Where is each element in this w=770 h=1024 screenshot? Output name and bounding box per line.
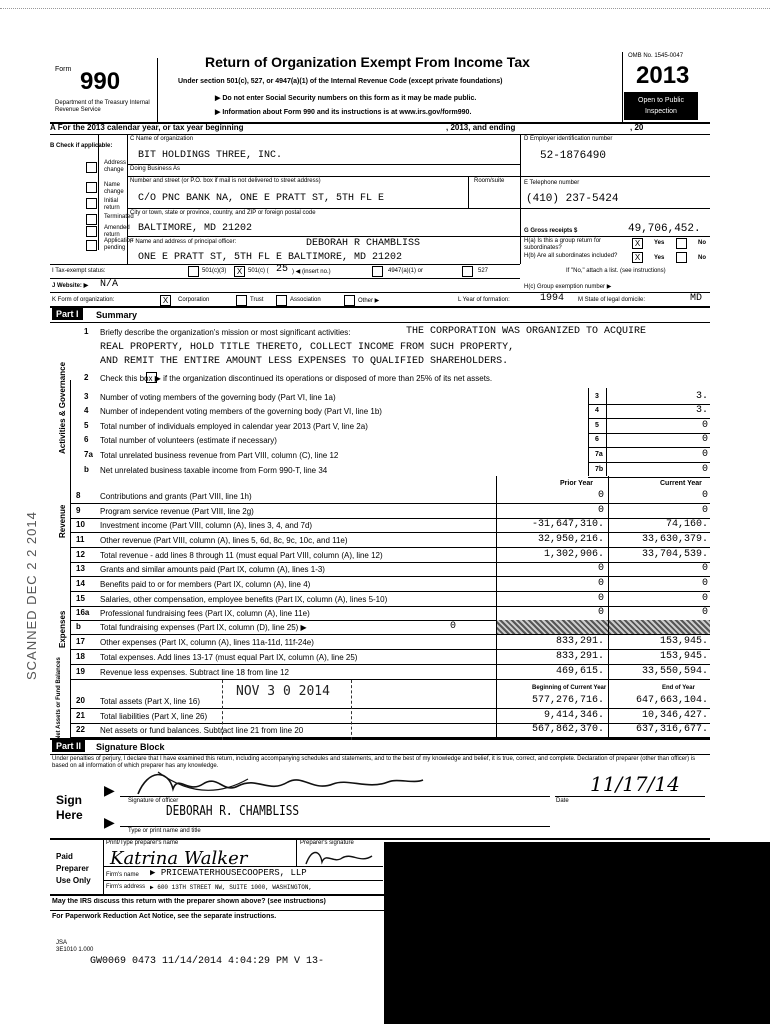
redaction-block bbox=[384, 842, 770, 1024]
col-current-year: Current Year bbox=[660, 480, 702, 487]
checkbox-terminated[interactable] bbox=[86, 214, 97, 225]
prior-value: 9,414,346. bbox=[543, 710, 604, 721]
form-number: 990 bbox=[80, 68, 121, 95]
prior-value: 32,950,216. bbox=[537, 534, 604, 545]
row-label: Net unrelated business taxable income from Form 990-T, line 34 bbox=[100, 466, 328, 475]
row-number: 13 bbox=[76, 564, 85, 573]
row-label: Investment income (Part VIII, column (A), lines 3, 4, and 7d) bbox=[100, 521, 313, 530]
current-value: 0 bbox=[701, 563, 708, 574]
trust-label: Trust bbox=[250, 297, 264, 303]
website-value: N/A bbox=[100, 279, 119, 290]
officer-sig-label: Signature of officer bbox=[128, 798, 179, 804]
line2-label: Check this box ▶ if the organization discontinued its operations or disposed of more than 25% of its net assets. bbox=[100, 374, 493, 383]
current-value: 33,550,594. bbox=[641, 666, 708, 677]
preparer-name: Katrina Walker bbox=[110, 848, 248, 869]
row-number: 17 bbox=[76, 637, 85, 646]
row-label: Total expenses. Add lines 13-17 (must equal Part IX, column (A), line 25) bbox=[100, 653, 358, 662]
prior-value: 0 bbox=[597, 593, 604, 604]
hb-label: H(b) Are all subordinates included? bbox=[524, 253, 618, 259]
open-to-public: Open to Public Inspection bbox=[638, 97, 684, 115]
prior-value: 1,302,906. bbox=[543, 549, 604, 560]
state-domicile: MD bbox=[690, 293, 703, 304]
row-label: Number of independent voting members of the governing body (Part VI, line 1b) bbox=[100, 407, 382, 416]
form-of-org-label: K Form of organization: bbox=[52, 297, 115, 303]
omb-number: OMB No. 1545-0047 bbox=[628, 53, 684, 59]
row-number: 16a bbox=[76, 608, 90, 617]
prior-value: 0 bbox=[597, 607, 604, 618]
prior-value: 0 bbox=[597, 505, 604, 516]
side-label-expenses: Expenses bbox=[58, 610, 67, 648]
insert-no: ) ◀ (insert no.) bbox=[292, 269, 331, 275]
part-ii-tab: Part II bbox=[52, 740, 85, 752]
current-value: 637,316,677. bbox=[635, 724, 708, 735]
row-label: Total number of individuals employed in calendar year 2013 (Part V, line 2a) bbox=[100, 422, 368, 431]
501c-other-checkbox[interactable]: X bbox=[234, 266, 245, 277]
officer-address: ONE E PRATT ST, 5TH FL E BALTIMORE, MD 21202 bbox=[138, 252, 403, 263]
hb-note: If "No," attach a list. (see instructions) bbox=[566, 268, 666, 274]
row-number: 5 bbox=[84, 421, 89, 430]
row-label: Total assets (Part X, line 16) bbox=[100, 697, 201, 706]
row-number: 15 bbox=[76, 594, 85, 603]
b-address-change: Address change bbox=[104, 160, 127, 173]
row-value: 3. bbox=[695, 405, 708, 416]
row-number: 10 bbox=[76, 520, 85, 529]
501c-number: 25 bbox=[276, 264, 289, 275]
line-a: A For the 2013 calendar year, or tax year beginning bbox=[50, 123, 244, 132]
row-label: Total fundraising expenses (Part IX, column (D), line 25) ▶ bbox=[100, 623, 307, 632]
row-label: Total number of volunteers (estimate if necessary) bbox=[100, 436, 277, 445]
b-initial-return: Initial return bbox=[104, 198, 120, 211]
row-label: Other expenses (Part IX, column (A), lines 11a-11d, 11f-24e) bbox=[100, 638, 314, 647]
prior-value: 833,291. bbox=[555, 651, 604, 662]
firm-name-label: Firm's name bbox=[106, 872, 139, 878]
ha-label: H(a) Is this a group return for subordinates? bbox=[524, 238, 602, 251]
current-value: 0 bbox=[701, 578, 708, 589]
row-label: Program service revenue (Part VIII, line 2g) bbox=[100, 507, 254, 516]
row-number: 4 bbox=[84, 406, 89, 415]
irs-discuss: May the IRS discuss this return with the preparer shown above? (see instructions) bbox=[52, 898, 326, 905]
row-label: Contributions and grants (Part VIII, line 1h) bbox=[100, 492, 252, 501]
ha-yes-checkbox[interactable]: X bbox=[632, 238, 643, 249]
row-number: 3 bbox=[84, 392, 89, 401]
mission-line-3: AND REMIT THE ENTIRE AMOUNT LESS EXPENSES TO QUALIFIED SHAREHOLDERS. bbox=[100, 356, 509, 367]
row-label: Total unrelated business revenue from Part VIII, column (C), line 12 bbox=[100, 451, 339, 460]
row-number: b bbox=[76, 622, 81, 631]
website-label: J Website: ▶ bbox=[52, 283, 89, 289]
street-address: C/O PNC BANK NA, ONE E PRATT ST, 5TH FL E bbox=[138, 193, 385, 204]
paid-label: Paid bbox=[56, 852, 73, 861]
row-label: Total liabilities (Part X, line 26) bbox=[100, 712, 208, 721]
b-terminated: Terminated bbox=[104, 214, 134, 220]
type-name-label: Type or print name and title bbox=[128, 828, 201, 834]
row-number: 22 bbox=[76, 725, 85, 734]
501c3-label: 501(c)(3) bbox=[202, 268, 227, 274]
info-notice: ▶ Information about Form 990 and its instructions is at www.irs.gov/form990. bbox=[215, 109, 472, 116]
501c3-checkbox[interactable] bbox=[188, 266, 199, 277]
4947-label: 4947(a)(1) or bbox=[388, 268, 424, 274]
preparer-signature bbox=[302, 846, 382, 868]
treasury-dept: Department of the Treasury Internal Revenue Service bbox=[55, 100, 150, 113]
ein-label: D Employer identification number bbox=[524, 136, 613, 142]
discontinued-checkbox[interactable] bbox=[146, 372, 157, 383]
prior-value: 577,276,716. bbox=[531, 695, 604, 706]
col-prior-year: Prior Year bbox=[560, 480, 593, 487]
dba-label: Doing Business As bbox=[130, 166, 181, 172]
ein: 52-1876490 bbox=[540, 150, 607, 162]
row-value: 0 bbox=[701, 420, 708, 431]
row-box: 4 bbox=[595, 407, 599, 414]
gross-label: G Gross receipts $ bbox=[524, 228, 578, 234]
other-checkbox[interactable] bbox=[344, 295, 355, 306]
scanned-stamp: SCANNED DEC 2 2 2014 bbox=[24, 511, 39, 680]
jsa-label: JSA bbox=[56, 940, 68, 946]
row-label: Total revenue - add lines 8 through 11 (must equal Part VIII, column (A), line 12) bbox=[100, 551, 383, 560]
association-checkbox[interactable] bbox=[276, 295, 287, 306]
row-label: Revenue less expenses. Subtract line 18 from line 12 bbox=[100, 668, 289, 677]
firm-address: ▶ 600 13TH STREET NW, SUITE 1000, WASHINGTON, bbox=[150, 884, 313, 891]
gross-receipts: 49,706,452. bbox=[628, 223, 701, 235]
527-checkbox[interactable] bbox=[462, 266, 473, 277]
prior-value: 567,862,370. bbox=[531, 724, 604, 735]
row-number: 14 bbox=[76, 579, 85, 588]
current-value: 153,945. bbox=[659, 651, 708, 662]
row-number: 6 bbox=[84, 435, 89, 444]
checkbox-application-pending[interactable] bbox=[86, 240, 97, 251]
row-box: 3 bbox=[595, 393, 599, 400]
corporation-checkbox[interactable]: X bbox=[160, 295, 171, 306]
527-label: 527 bbox=[478, 268, 489, 274]
b-name-change: Name change bbox=[104, 182, 124, 195]
here-label: Here bbox=[56, 808, 83, 822]
row-number: 19 bbox=[76, 667, 85, 676]
side-label-net-assets: Net Assets or Fund Balances bbox=[56, 657, 62, 740]
form-subtitle: Under section 501(c), 527, or 4947(a)(1) of the Internal Revenue Code (except private foundations) bbox=[178, 78, 503, 85]
officer-label: F Name and address of principal officer: bbox=[130, 239, 237, 245]
row-label: Salaries, other compensation, employee benefits (Part IX, column (A), lines 5-10) bbox=[100, 595, 388, 604]
trust-checkbox[interactable] bbox=[236, 295, 247, 306]
b-amended-return: Amended return bbox=[104, 225, 130, 238]
prior-value: 469,615. bbox=[555, 666, 604, 677]
prior-value: 0 bbox=[597, 563, 604, 574]
room-label: Room/suite bbox=[474, 178, 505, 184]
row-number: 8 bbox=[76, 491, 81, 500]
col-begin-year: Beginning of Current Year bbox=[532, 685, 607, 691]
corporation-label: Corporation bbox=[178, 297, 210, 303]
row-number: 7a bbox=[84, 450, 93, 459]
hb-yes: Yes bbox=[654, 255, 665, 261]
tax-year: 2013 bbox=[636, 62, 690, 89]
city-state-zip: BALTIMORE, MD 21202 bbox=[138, 223, 253, 234]
ssn-notice: ▶ Do not enter Social Security numbers on this form as it may be made public. bbox=[215, 95, 477, 102]
row-label: Net assets or fund balances. Subtract line 21 from line 20 bbox=[100, 726, 304, 735]
org-name: BIT HOLDINGS THREE, INC. bbox=[138, 150, 283, 161]
phone-label: E Telephone number bbox=[524, 180, 580, 186]
checkbox-address-change[interactable] bbox=[86, 162, 97, 173]
row-number: 9 bbox=[76, 506, 81, 515]
prior-value: -31,647,310. bbox=[531, 519, 604, 530]
street-label: Number and street (or P.O. box if mail is not delivered to street address) bbox=[130, 178, 321, 184]
state-domicile-label: M State of legal domicile: bbox=[578, 297, 646, 303]
row-value: 0 bbox=[701, 449, 708, 460]
row-value: 3. bbox=[695, 391, 708, 402]
year-formation: 1994 bbox=[540, 293, 565, 304]
form-code: 3E1010 1.000 bbox=[56, 947, 94, 953]
current-value: 0 bbox=[701, 593, 708, 604]
form-number-label: Form bbox=[55, 66, 72, 73]
prep-sig-label: Preparer's signature bbox=[300, 840, 354, 846]
shaded-block bbox=[496, 620, 710, 634]
row-value: 0 bbox=[701, 464, 708, 475]
row-box: 5 bbox=[595, 422, 599, 429]
row-number: b bbox=[84, 465, 89, 474]
part-i-tab: Part I bbox=[52, 308, 83, 320]
firm-name: ▶ PRICEWATERHOUSECOOPERS, LLP bbox=[150, 868, 307, 878]
row-box: 7a bbox=[595, 451, 603, 458]
row-label: Grants and similar amounts paid (Part IX, column (A), lines 1-3) bbox=[100, 565, 325, 574]
4947-checkbox[interactable] bbox=[372, 266, 383, 277]
row-number: 20 bbox=[76, 696, 85, 705]
part-ii-title: Signature Block bbox=[96, 742, 165, 752]
section-b-label: B Check if applicable: bbox=[50, 143, 113, 149]
current-value: 0 bbox=[701, 607, 708, 618]
b-application-pending: Application pending bbox=[104, 238, 134, 251]
hb-no: No bbox=[698, 255, 706, 261]
current-value: 74,160. bbox=[665, 519, 708, 530]
fundraising-value: 0 bbox=[449, 621, 456, 632]
checkbox-initial-return[interactable] bbox=[86, 198, 97, 209]
row-label: Professional fundraising fees (Part IX, column (A), line 11e) bbox=[100, 609, 310, 618]
perjury-statement: Under penalties of perjury, I declare that I have examined this return, including accompanying schedules and statements, and to the best of my knowledge and belief, it is true, correct, and complete. Declaration of preparer (other than officer) is based on all information of which preparer has any knowledge. bbox=[52, 756, 696, 769]
row-number: 21 bbox=[76, 711, 85, 720]
date-label: Date bbox=[556, 798, 569, 804]
prior-value: 0 bbox=[597, 578, 604, 589]
current-value: 0 bbox=[701, 490, 708, 501]
current-value: 10,346,427. bbox=[641, 710, 708, 721]
row-number: 11 bbox=[76, 535, 85, 544]
prep-name-label: Print/Type preparer's name bbox=[106, 840, 179, 846]
arrow-icon: ▶ bbox=[104, 782, 115, 798]
preparer-label: Preparer bbox=[56, 864, 89, 873]
received-stamp: NOV 3 0 2014 bbox=[236, 684, 330, 699]
501c-label: 501(c) ( bbox=[248, 268, 269, 274]
hb-no-checkbox[interactable] bbox=[676, 252, 687, 263]
current-value: 33,630,379. bbox=[641, 534, 708, 545]
association-label: Association bbox=[290, 297, 321, 303]
mission-line-1: THE CORPORATION WAS ORGANIZED TO ACQUIRE bbox=[406, 326, 647, 337]
line-a-end: , 20 bbox=[630, 123, 644, 132]
c-label: C Name of organization bbox=[130, 136, 194, 142]
mission-line-2: REAL PROPERTY, HOLD TITLE THERETO, COLLECT INCOME FROM SUCH PROPERTY, bbox=[100, 342, 515, 353]
hc-label: H(c) Group exemption number ▶ bbox=[524, 284, 612, 290]
phone: (410) 237-5424 bbox=[526, 193, 619, 205]
checkbox-amended-return[interactable] bbox=[86, 226, 97, 237]
current-value: 153,945. bbox=[659, 636, 708, 647]
hb-yes-checkbox[interactable]: X bbox=[632, 252, 643, 263]
row-number: 12 bbox=[76, 550, 85, 559]
tax-exempt-label: I Tax-exempt status: bbox=[52, 268, 106, 274]
ha-no-checkbox[interactable] bbox=[676, 238, 687, 249]
other-label: Other ▶ bbox=[358, 298, 380, 304]
checkbox-name-change[interactable] bbox=[86, 182, 97, 193]
row-box: 7b bbox=[595, 466, 604, 473]
received-stamp-frame bbox=[222, 680, 352, 740]
ha-yes: Yes bbox=[654, 240, 665, 246]
arrow-icon: ▶ bbox=[104, 814, 115, 830]
line-a-mid: , 2013, and ending bbox=[446, 123, 516, 132]
ha-no: No bbox=[698, 240, 706, 246]
row-box: 6 bbox=[595, 436, 599, 443]
col-end-year: End of Year bbox=[662, 685, 695, 691]
year-formation-label: L Year of formation: bbox=[458, 297, 510, 303]
row-value: 0 bbox=[701, 434, 708, 445]
row-label: Other revenue (Part VIII, column (A), lines 5, 6d, 8c, 9c, 10c, and 11e) bbox=[100, 536, 348, 545]
line1-label: Briefly describe the organization's mission or most significant activities: bbox=[100, 328, 351, 337]
sign-date: 11/17/14 bbox=[590, 772, 680, 796]
form-title: Return of Organization Exempt From Income Tax bbox=[205, 54, 530, 70]
sign-label: Sign bbox=[56, 793, 82, 807]
row-label: Number of voting members of the governing body (Part VI, line 1a) bbox=[100, 393, 336, 402]
part-i-title: Summary bbox=[96, 310, 138, 320]
use-only-label: Use Only bbox=[56, 876, 91, 885]
side-label-revenue: Revenue bbox=[58, 504, 67, 538]
current-value: 647,663,104. bbox=[635, 695, 708, 706]
prior-value: 833,291. bbox=[555, 636, 604, 647]
side-label-governance: Activities & Governance bbox=[58, 361, 67, 454]
city-label: City or town, state or province, country, and ZIP or foreign postal code bbox=[130, 210, 316, 216]
officer-name: DEBORAH R CHAMBLISS bbox=[306, 238, 421, 249]
current-value: 33,704,539. bbox=[641, 549, 708, 560]
row-number: 18 bbox=[76, 652, 85, 661]
prior-value: 0 bbox=[597, 490, 604, 501]
footer-line: GW0069 0473 11/14/2014 4:04:29 PM V 13- bbox=[90, 956, 325, 967]
firm-address-label: Firm's address bbox=[106, 884, 146, 890]
paperwork-notice: For Paperwork Reduction Act Notice, see the separate instructions. bbox=[52, 913, 277, 920]
row-label: Benefits paid to or for members (Part IX, column (A), line 4) bbox=[100, 580, 311, 589]
current-value: 0 bbox=[701, 505, 708, 516]
signer-name: DEBORAH R. CHAMBLISS bbox=[166, 804, 300, 819]
